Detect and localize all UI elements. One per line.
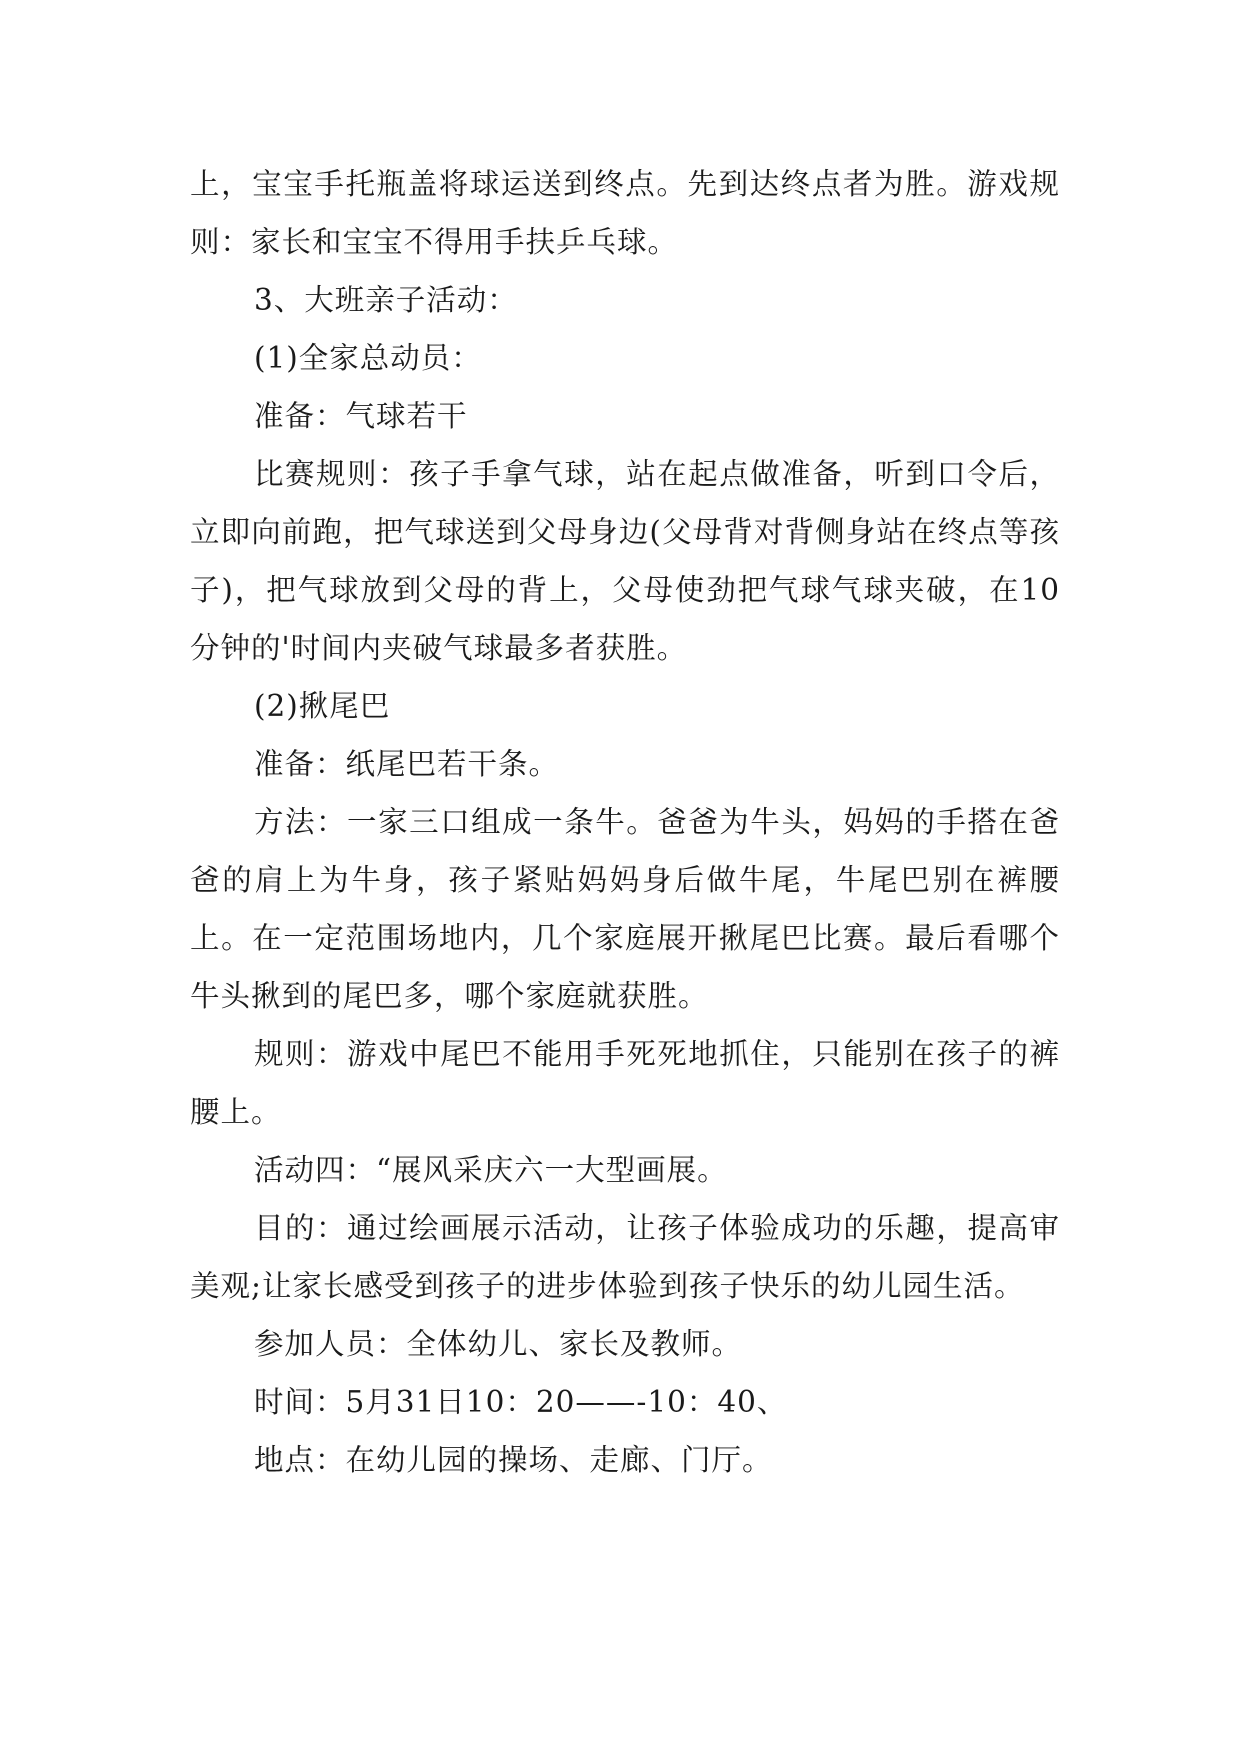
paragraph-participants: 参加人员：全体幼儿、家长及教师。 (254, 1327, 743, 1361)
section-heading-class-activity: 3、大班亲子活动： (254, 283, 518, 317)
subheading-family-mobilization: (1)全家总动员： (254, 341, 482, 375)
paragraph-location: 地点：在幼儿园的操场、走廊、门厅。 (254, 1443, 773, 1477)
paragraph-competition-rules: 比赛规则：孩子手拿气球，站在起点做准备，听到口令后，立即向前跑，把气球送到父母身边(父母背对背侧身站在终点等孩子)，把气球放到父母的背上，父母使劲把气球气球夹破，在10分钟的'时间内夹破气球最多者获胜。 (190, 457, 1060, 665)
paragraph-purpose: 目的：通过绘画展示活动，让孩子体验成功的乐趣，提高审美观;让家长感受到孩子的进步体验到孩子快乐的幼儿园生活。 (190, 1211, 1060, 1303)
paragraph-method: 方法：一家三口组成一条牛。爸爸为牛头，妈妈的手搭在爸爸的肩上为牛身，孩子紧贴妈妈身后做牛尾，牛尾巴别在裤腰上。在一定范围场地内，几个家庭展开揪尾巴比赛。最后看哪个牛头揪到的尾巴多，哪个家庭就获胜。 (190, 805, 1060, 1013)
paragraph-continuation: 上，宝宝手托瓶盖将球运送到终点。先到达终点者为胜。游戏规则：家长和宝宝不得用手扶乒乓球。 (190, 167, 1060, 259)
paragraph-preparation-balloons: 准备：气球若干 (254, 399, 468, 433)
paragraph-rules: 规则：游戏中尾巴不能用手死死地抓住，只能别在孩子的裤腰上。 (190, 1037, 1060, 1129)
paragraph-preparation-tails: 准备：纸尾巴若干条。 (254, 747, 560, 781)
paragraph-time: 时间：5月31日10：20——-10：40、 (254, 1385, 788, 1419)
subheading-catch-tail: (2)揪尾巴 (254, 689, 391, 723)
document-body (190, 155, 1060, 1489)
section-heading-activity-four: 活动四：“展风采庆六一大型画展。 (254, 1153, 728, 1187)
